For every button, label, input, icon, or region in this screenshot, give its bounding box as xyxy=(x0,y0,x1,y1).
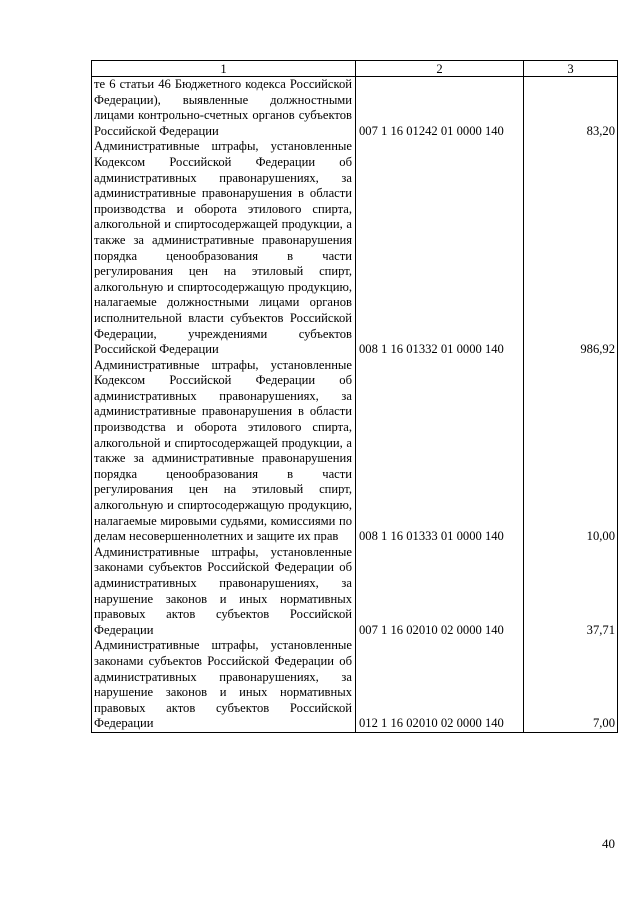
table-header-row xyxy=(92,61,618,77)
row-code: 007 1 16 02010 02 0000 140 xyxy=(356,545,524,639)
table-row xyxy=(92,139,618,357)
column-header-2: 2 xyxy=(356,61,524,77)
table-row xyxy=(92,77,618,140)
row-description: Административные штрафы, установленные Кодексом Российской Федерации об административных правонарушениях, за административные правонарушения в области производства и оборота этилового спирта, алкогольной и спиртосодержащей продукции, а также за административные правонарушения порядка ценообразования в части регулирования цен на этиловый спирт, алкогольную и спиртосодержащую продукцию, налагаемые мировыми судьями, комиссиями по делам несовершеннолетних и защите их прав xyxy=(92,358,356,545)
table-row xyxy=(92,545,618,639)
row-description: Административные штрафы, установленные законами субъектов Российской Федерации об административных правонарушениях, за нарушение законов и иных нормативных правовых актов субъектов Российской Федерации xyxy=(92,638,356,732)
row-description: те 6 статьи 46 Бюджетного кодекса Российской Федерации), выявленные должностными лицами контрольно-счетных органов субъектов Российской Федерации xyxy=(92,77,356,140)
row-amount: 7,00 xyxy=(524,638,618,732)
budget-table xyxy=(91,60,618,733)
row-description: Административные штрафы, установленные законами субъектов Российской Федерации об административных правонарушениях, за нарушение законов и иных нормативных правовых актов субъектов Российской Федерации xyxy=(92,545,356,639)
row-code: 008 1 16 01332 01 0000 140 xyxy=(356,139,524,357)
row-amount: 37,71 xyxy=(524,545,618,639)
row-amount: 986,92 xyxy=(524,139,618,357)
row-code: 007 1 16 01242 01 0000 140 xyxy=(356,77,524,140)
row-amount: 83,20 xyxy=(524,77,618,140)
table-row xyxy=(92,638,618,732)
table-row xyxy=(92,358,618,545)
row-code: 008 1 16 01333 01 0000 140 xyxy=(356,358,524,545)
row-description: Административные штрафы, установленные Кодексом Российской Федерации об административных правонарушениях, за административные правонарушения в области производства и оборота этилового спирта, алкогольной и спиртосодержащей продукции, а также за административные правонарушения порядка ценообразования в части регулирования цен на этиловый спирт, алкогольную и спиртосодержащую продукцию, налагаемые должностными лицами органов исполнительной власти субъектов Российской Федерации, учреждениями субъектов Российской Федерации xyxy=(92,139,356,357)
column-header-3: 3 xyxy=(524,61,618,77)
page-number: 40 xyxy=(602,836,615,851)
column-header-1: 1 xyxy=(92,61,356,77)
row-amount: 10,00 xyxy=(524,358,618,545)
row-code: 012 1 16 02010 02 0000 140 xyxy=(356,638,524,732)
